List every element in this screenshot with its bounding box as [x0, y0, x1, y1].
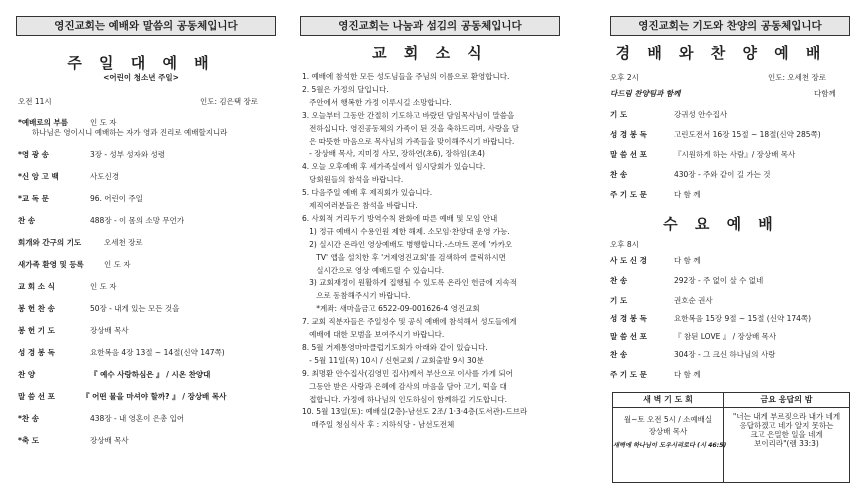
- order-label: 교 회 소 식: [18, 282, 55, 291]
- friday-night-box: [724, 393, 849, 482]
- order-label: *영 광 송: [18, 150, 49, 159]
- praise-order-value: 430장 - 주와 같이 길 가는 것: [674, 170, 771, 179]
- order-label: *찬 송: [18, 414, 40, 423]
- wed-order-value: 권호순 권사: [674, 296, 713, 305]
- wednesday-service-title: 수 요 예 배: [663, 215, 779, 233]
- news-line: *계좌: 새마을금고 6522-09-001626-4 영진교회: [302, 304, 480, 314]
- news-line: 으로 동참해주시기 바랍니다.: [302, 291, 411, 301]
- order-value: 인 도 자: [104, 260, 131, 269]
- order-value: 장상배 목사: [90, 326, 129, 335]
- order-label: *예배로의 부름: [18, 118, 69, 127]
- col1-header: 영진교회는 예배와 말씀의 공동체입니다: [16, 16, 276, 36]
- praise-order-label: 기 도: [610, 110, 628, 119]
- news-line: - 5월 11일(목) 10시 / 신현교회 / 교회출발 9시 30분: [302, 355, 484, 365]
- wed-order-value: 304장 - 그 크신 하나님의 사랑: [674, 350, 776, 359]
- wed-order-value: 요한복음 15장 9절 ~ 15절 (신약 174쪽): [674, 314, 812, 323]
- order-value: 96. 어린이 주일: [90, 194, 143, 203]
- praise-team-label: 다드림 찬양팀과 함께: [610, 89, 681, 98]
- wed-order-label: 성 경 봉 독: [610, 314, 647, 323]
- col3-header: 영진교회는 기도와 찬양의 공동체입니다: [610, 16, 850, 36]
- praise-service-title: 경 배 와 찬 양 예 배: [615, 44, 827, 62]
- order-value: 사도신경: [90, 172, 119, 181]
- dawn-prayer-leader: 장상배 목사: [648, 427, 688, 436]
- news-line: 2. 5월은 가정의 달입니다.: [302, 84, 389, 94]
- news-line: 매주일 청심식사 후 : 지하식당 - 남선도전체: [302, 420, 455, 430]
- praise-team-leader: 다함께: [814, 89, 836, 98]
- wed-order-value: 다 함 께: [674, 256, 701, 265]
- wed-order-label: 기 도: [610, 296, 628, 305]
- order-label: *신 앙 고 백: [18, 172, 59, 181]
- order-label: 회개와 간구의 기도: [18, 238, 82, 247]
- dawn-prayer-box: [613, 393, 727, 482]
- news-line: 주안에서 행복한 가정 이루시길 소망합니다.: [302, 97, 452, 107]
- order-value: 인 도 자: [90, 118, 117, 127]
- order-value: 『 어떤 물을 마셔야 할까? 』 / 장상배 목사: [82, 392, 227, 401]
- news-line: 실시간으로 영상 예배드릴 수 있습니다.: [302, 265, 445, 275]
- order-value: 50장 - 내게 있는 모든 것을: [90, 304, 180, 313]
- wed-order-label: 말 씀 선 포: [610, 332, 647, 341]
- church-news-title: 교 회 소 식: [372, 44, 488, 62]
- order-label: 말 씀 선 포: [18, 392, 55, 401]
- order-value: 요한복음 4장 13절 ~ 14절(신약 147쪽): [90, 348, 225, 357]
- praise-service-leader: 인도: 오세천 장로: [768, 73, 827, 82]
- order-label: 봉 헌 찬 송: [18, 304, 55, 313]
- order-label: *교 독 문: [18, 194, 49, 203]
- wed-order-label: 주 기 도 문: [610, 370, 647, 379]
- news-line: 1. 예배에 참석한 모든 성도님들을 주님의 이름으로 환영합니다.: [302, 72, 510, 81]
- news-line: 5. 다음주일 예배 후 제직회가 있습니다.: [302, 188, 433, 198]
- news-line: - 장상배 목사, 지미정 사모, 장하연(초6), 장하임(초4): [302, 149, 485, 159]
- order-label: 새가족 환영 및 등록: [18, 260, 84, 269]
- praise-order-value: 고린도전서 16장 15절 ~ 18절(신약 285쪽): [674, 130, 821, 139]
- news-line: 3. 오늘부터 그동안 간절히 기도하고 바랐던 담임목사님이 말씀을: [302, 110, 515, 120]
- praise-order-label: 성 경 봉 독: [610, 130, 647, 139]
- order-label: 찬 송: [18, 216, 36, 225]
- sunday-service-column: [0, 0, 282, 481]
- praise-order-label: 말 씀 선 포: [610, 150, 647, 159]
- dawn-prayer-verse: 새벽에 하나님이 도우시리로다 (시 46:5): [613, 442, 727, 449]
- friday-verse-line: 크고 은밀한 일을 네게: [750, 430, 823, 439]
- praise-order-value: 강귀성 안수집사: [674, 110, 728, 119]
- news-line: 2) 실시간 온라인 영상예배도 병행합니다.-스마트 폰에 '카카오: [302, 239, 513, 249]
- bottom-info-box: [612, 392, 850, 483]
- order-value: 오세천 장로: [104, 238, 143, 247]
- sunday-service-title: 주 일 대 예 배: [67, 54, 215, 72]
- praise-order-value: 『시원하게 하는 사람』/ 장상배 목사: [674, 150, 796, 159]
- news-line: 그동안 받은 사랑과 은혜에 감사의 마음을 담아 고기, 떡을 대: [302, 381, 507, 391]
- news-line: 1) 정규 예배시 수용인원 제한 해제. 소모임·찬양대 운영 가능.: [302, 226, 510, 236]
- sunday-service-subtitle: <어린이 청소년 주일>: [103, 73, 179, 82]
- order-value: 488장 - 이 몸의 소망 무언가: [90, 216, 185, 225]
- dawn-prayer-time: 월~토 오전 5시 / 소예배실: [623, 415, 713, 424]
- news-line: 은 따뜻한 마음으로 목사님의 가족들을 맞이해주시기 바랍니다.: [302, 136, 515, 146]
- order-label: *축 도: [18, 436, 40, 445]
- praise-order-value: 다 함 께: [674, 190, 701, 199]
- col2-header: 영진교회는 나눔과 섬김의 공동체입니다: [300, 16, 560, 36]
- dawn-prayer-title: 새 벽 기 도 회: [613, 393, 723, 408]
- sunday-service-leader: 인도: 김은택 장로: [200, 97, 259, 106]
- friday-verse-line: "너는 내게 부르짖으라 내가 네게: [732, 412, 841, 421]
- church-news-column: [290, 0, 570, 481]
- wed-order-label: 사 도 신 경: [610, 256, 647, 265]
- news-line: 3) 교회재정이 원활하게 집행될 수 있도록 온라인 헌금에 지속적: [302, 278, 518, 288]
- wed-order-value: 다 함 께: [674, 370, 701, 379]
- sunday-service-time: 오전 11시: [18, 97, 52, 106]
- order-label: 봉 헌 기 도: [18, 326, 55, 335]
- news-line: 8. 5월 거제통영마마클럽기도회가 아래와 같이 있습니다.: [302, 342, 488, 352]
- order-value: 인 도 자: [90, 282, 117, 291]
- news-line: 전하십니다. 영진공동체의 가족이 된 것을 축하드리며, 사랑을 담: [302, 123, 519, 133]
- news-line: 7. 교회 직분자들은 주일성수 및 공식 예배에 참석해서 성도들에게: [302, 317, 517, 327]
- order-value: 438장 - 내 영혼이 은총 입어: [90, 414, 185, 423]
- praise-order-label: 주 기 도 문: [610, 190, 647, 199]
- order-value: 장상배 목사: [90, 436, 129, 445]
- news-line: 10. 5월 13일(토): 예배실(2층)-남선도 2조/ 1·3·4층(도서관)-드브라: [302, 407, 528, 417]
- news-line: 당회원들의 참석을 바랍니다.: [302, 175, 404, 185]
- wed-order-value: 292장 - 주 없이 살 수 없네: [674, 276, 764, 285]
- news-line: 6. 사회적 거리두기 방역수칙 완화에 따른 예배 및 모임 안내: [302, 213, 498, 223]
- news-line: 9. 최명환 안수집사(김영민 집사)께서 부산으로 이사를 가게 되어: [302, 368, 513, 378]
- news-line: TV' 앱을 설치한 후 '거제영진교회'를 검색하여 클릭하시면: [302, 252, 506, 262]
- order-label: 성 경 봉 독: [18, 348, 55, 357]
- worship-column: [582, 0, 860, 481]
- news-line: 예배에 대한 모범을 보여주시기 바랍니다.: [302, 330, 445, 339]
- friday-verse-line: 보이리라"(렘 33:3): [754, 439, 819, 448]
- wednesday-service-time: 오후 8시: [610, 240, 639, 249]
- news-line: 4. 오늘 오후예배 후 세가족실에서 임시당회가 있습니다.: [302, 162, 486, 172]
- wed-order-label: 찬 송: [610, 276, 628, 285]
- friday-verse-line: 응답하겠고 네가 알지 못하는: [739, 421, 834, 430]
- news-line: 제직여러분들은 참석을 바랍니다.: [302, 201, 418, 210]
- order-value: 하나님은 영이시니 예배하는 자가 영과 진리로 예배할지니라: [32, 128, 228, 137]
- praise-service-time: 오후 2시: [610, 73, 639, 82]
- wed-order-value: 『 참된 LOVE 』 / 장상배 목사: [674, 332, 777, 341]
- order-value: 3장 - 성부 성자와 성령: [90, 150, 165, 159]
- praise-order-label: 찬 송: [610, 170, 628, 179]
- wed-order-label: 찬 송: [610, 350, 628, 359]
- news-line: 접합니다. 가정에 하나님의 인도하심이 함께하길 기도합니다.: [302, 394, 507, 404]
- order-value: 『 예수 사랑하심은 』 / 시온 찬양대: [90, 370, 211, 379]
- friday-night-title: 금요 응답의 밤: [724, 393, 849, 408]
- order-label: 찬 양: [18, 370, 36, 379]
